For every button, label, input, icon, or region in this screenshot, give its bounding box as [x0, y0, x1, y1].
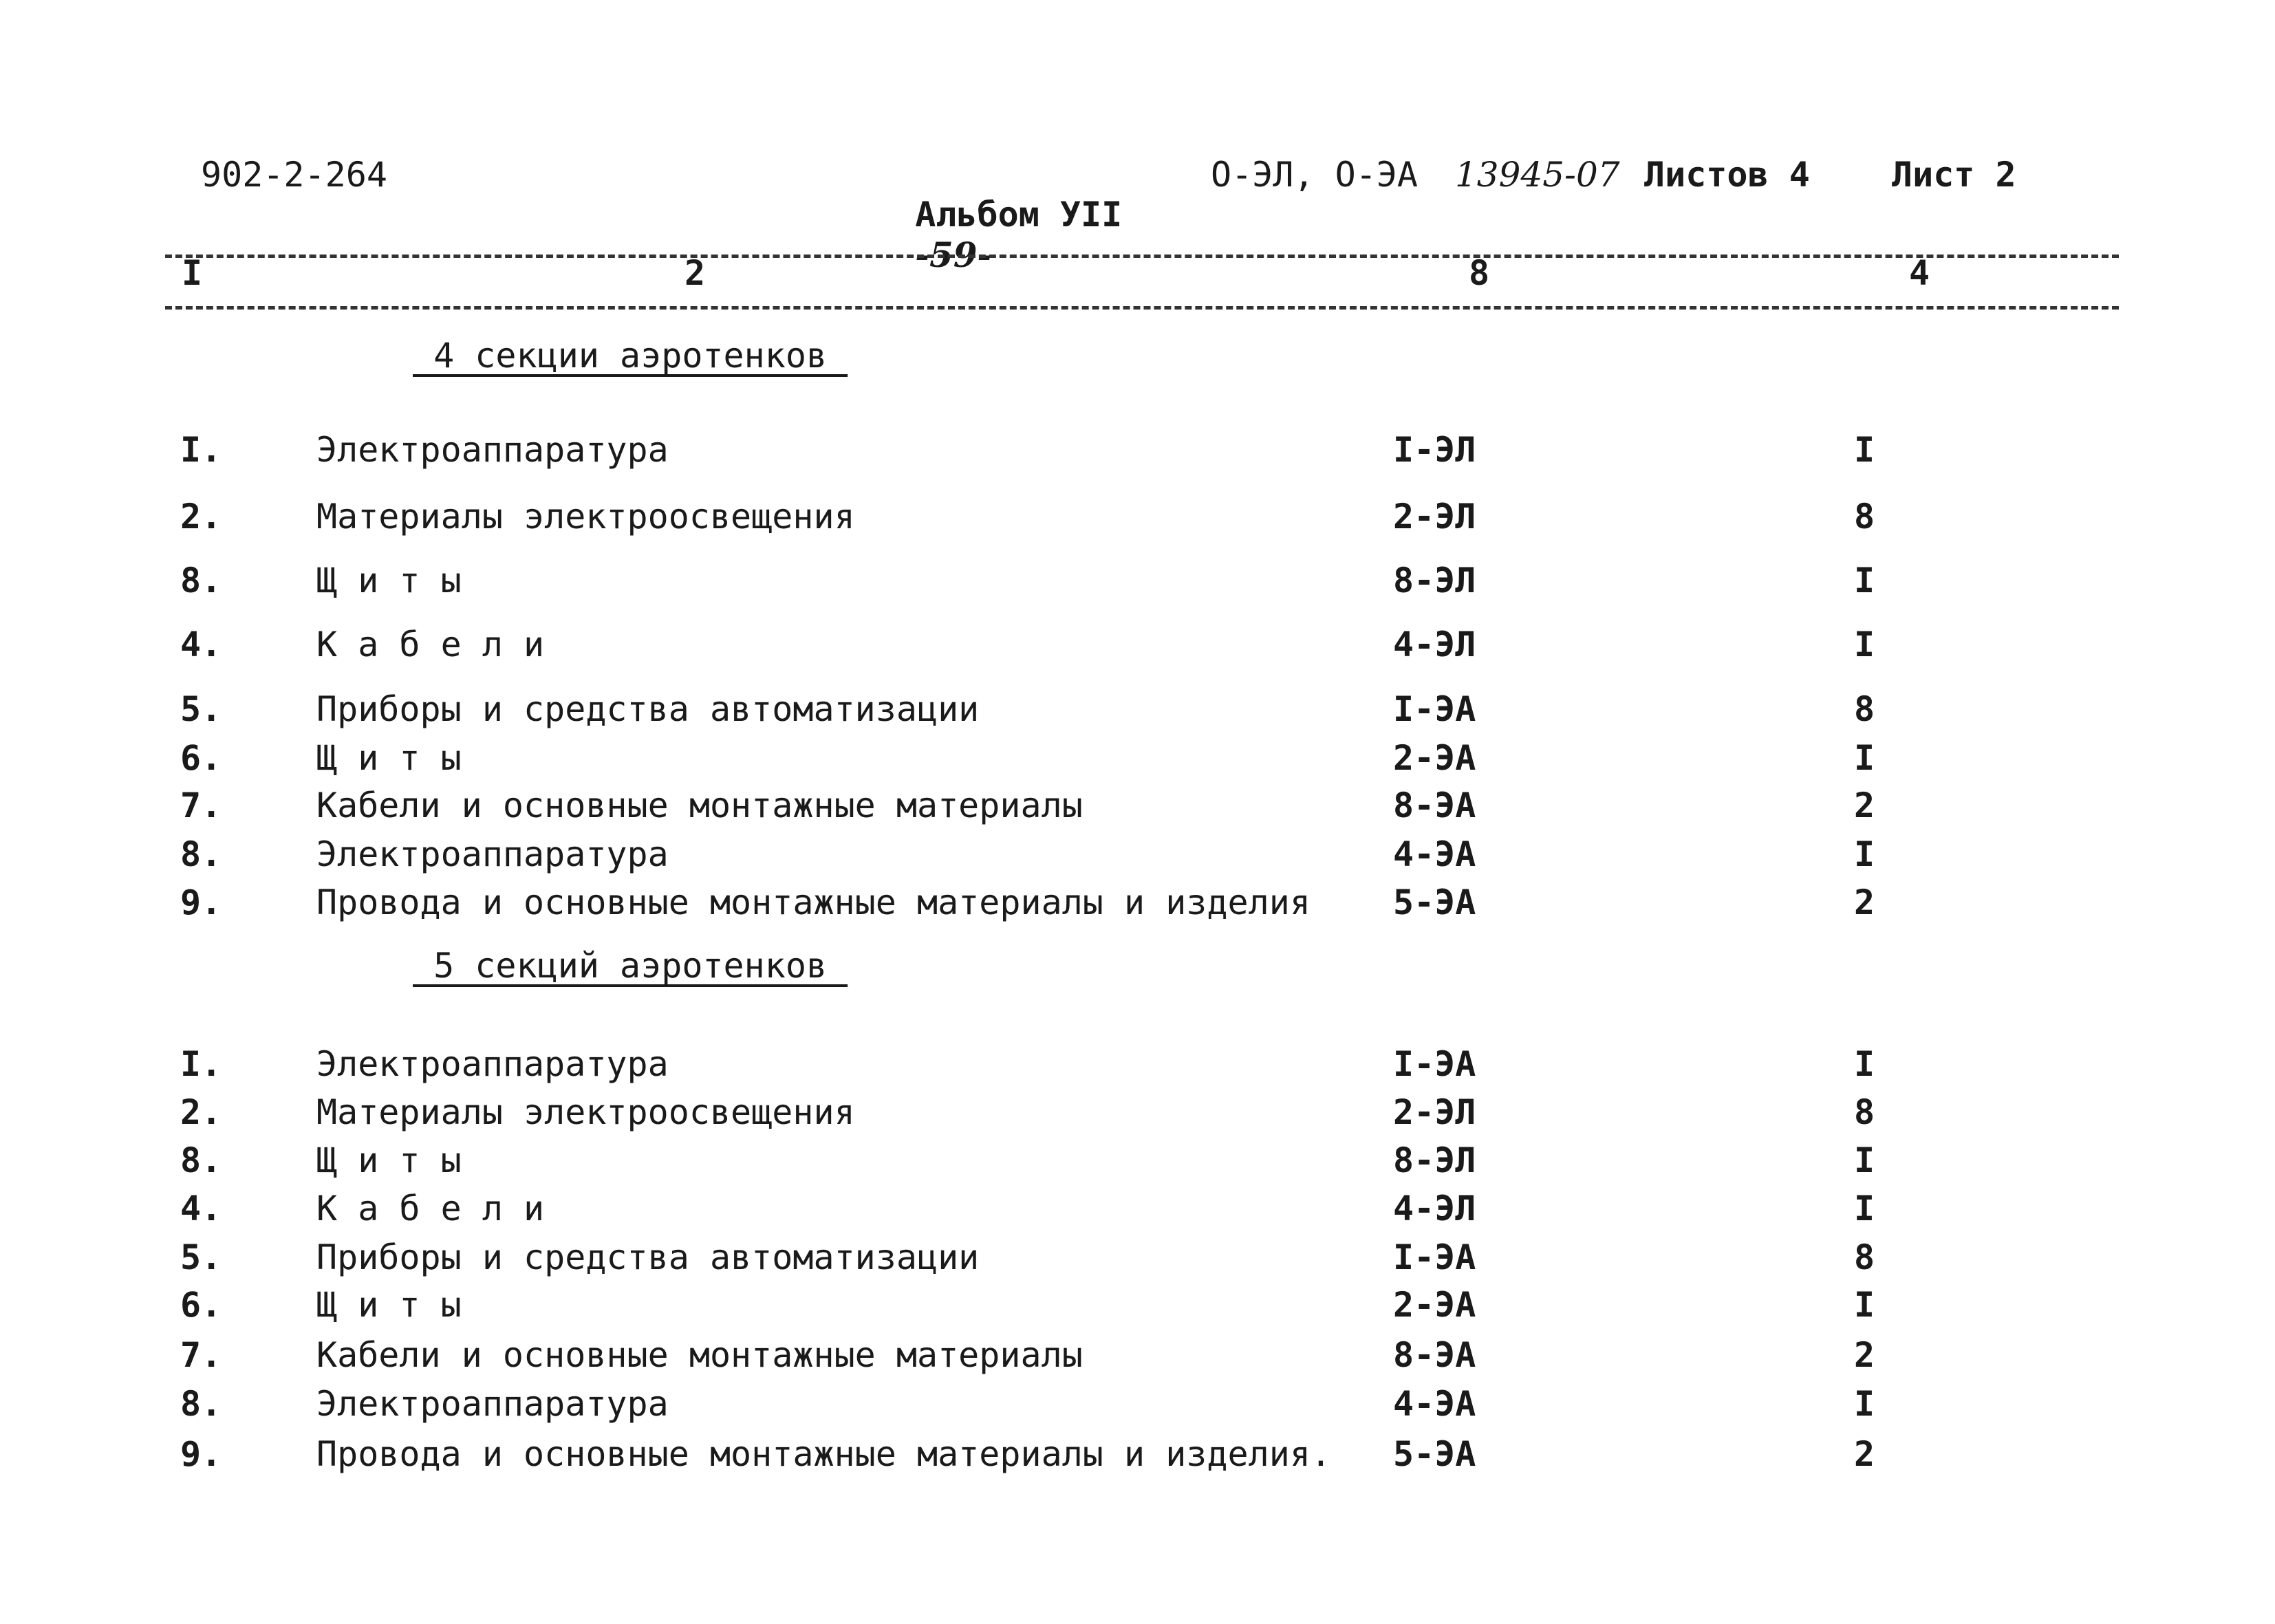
row-name: Электроаппаратура [316, 430, 669, 470]
row-name: Кабели и основные монтажные материалы [316, 1335, 1083, 1375]
row-number: I. [180, 1044, 222, 1084]
column-number-2: 2 [684, 253, 706, 293]
row-name: Приборы и средства автоматизации [316, 1237, 980, 1277]
row-number: 9. [180, 1434, 222, 1474]
table-row [0, 1140, 2275, 1189]
table-row [0, 1384, 2275, 1432]
album-codes: О-ЭЛ, О-ЭА [1211, 155, 1419, 195]
row-number: 8. [180, 834, 222, 874]
row-sheets: I [1854, 834, 1875, 874]
row-sheets: 2 [1854, 786, 1875, 825]
column-number-3: 8 [1469, 253, 1490, 293]
row-code: I-ЭЛ [1393, 430, 1476, 470]
row-sheets: I [1854, 1189, 1875, 1228]
sheet-number: Лист 2 [1892, 155, 2016, 195]
table-row [0, 689, 2275, 737]
table-row [0, 834, 2275, 883]
row-number: 8. [180, 1140, 222, 1180]
album-title: Альбом УII [915, 195, 1123, 235]
table-row [0, 430, 2275, 478]
table-row [0, 1335, 2275, 1383]
row-sheets: I [1854, 1285, 1875, 1325]
row-name: Материалы электроосвещения [316, 1092, 855, 1132]
table-row [0, 1044, 2275, 1092]
row-sheets: 2 [1854, 1434, 1875, 1474]
row-number: 4. [180, 625, 222, 664]
column-number-4: 4 [1909, 253, 1930, 293]
section-title-5-sections: 5 секций аэротенков [413, 946, 848, 986]
row-sheets: I [1854, 561, 1875, 600]
row-sheets: 8 [1854, 497, 1875, 537]
row-code: 4-ЭА [1393, 834, 1476, 874]
table-row [0, 561, 2275, 609]
row-name: Электроаппаратура [316, 1384, 669, 1424]
table-row [0, 1237, 2275, 1286]
row-name: Приборы и средства автоматизации [316, 689, 980, 729]
row-sheets: 8 [1854, 1092, 1875, 1132]
row-code: 8-ЭА [1393, 786, 1476, 825]
row-sheets: I [1854, 738, 1875, 778]
row-name: Провода и основные монтажные материалы и изделия. [316, 1434, 1332, 1474]
row-code: 2-ЭЛ [1393, 1092, 1476, 1132]
row-code: 4-ЭЛ [1393, 625, 1476, 664]
row-code: 4-ЭА [1393, 1384, 1476, 1424]
row-name: Щ и т ы [316, 1140, 462, 1180]
row-sheets: I [1854, 430, 1875, 470]
table-row [0, 738, 2275, 786]
row-sheets: 8 [1854, 1237, 1875, 1277]
table-row [0, 883, 2275, 931]
row-code: I-ЭА [1393, 689, 1476, 729]
table-row [0, 1285, 2275, 1333]
table-row [0, 1189, 2275, 1237]
album-number: -59- [915, 235, 992, 275]
row-sheets: I [1854, 1044, 1875, 1084]
table-header-top-rule [165, 255, 2119, 258]
table-header-bottom-rule [165, 306, 2119, 310]
row-code: 8-ЭА [1393, 1335, 1476, 1375]
row-number: 2. [180, 497, 222, 537]
table-row [0, 497, 2275, 545]
row-sheets: 2 [1854, 1335, 1875, 1375]
row-code: 8-ЭЛ [1393, 561, 1476, 600]
row-name: Щ и т ы [316, 561, 462, 600]
row-code: 2-ЭА [1393, 738, 1476, 778]
table-row [0, 1092, 2275, 1140]
row-number: 6. [180, 1285, 222, 1325]
row-number: 8. [180, 561, 222, 600]
row-code: 2-ЭА [1393, 1285, 1476, 1325]
row-code: 4-ЭЛ [1393, 1189, 1476, 1228]
row-sheets: I [1854, 625, 1875, 664]
row-sheets: I [1854, 1140, 1875, 1180]
sheets-total: Листов 4 [1644, 155, 1810, 195]
row-name: Материалы электроосвещения [316, 497, 855, 537]
row-sheets: I [1854, 1384, 1875, 1424]
row-number: 8. [180, 1384, 222, 1424]
album-inventory-number: 13945-07 [1455, 155, 1620, 195]
document-code: 902-2-264 [201, 155, 387, 195]
row-sheets: 8 [1854, 689, 1875, 729]
row-number: I. [180, 430, 222, 470]
row-number: 7. [180, 1335, 222, 1375]
row-code: 8-ЭЛ [1393, 1140, 1476, 1180]
row-name: Провода и основные монтажные материалы и изделия [316, 883, 1311, 922]
column-number-1: I [182, 253, 203, 293]
row-number: 5. [180, 689, 222, 729]
row-number: 6. [180, 738, 222, 778]
row-code: I-ЭА [1393, 1044, 1476, 1084]
row-name: Кабели и основные монтажные материалы [316, 786, 1083, 825]
table-row [0, 786, 2275, 834]
row-code: 2-ЭЛ [1393, 497, 1476, 537]
row-number: 9. [180, 883, 222, 922]
row-name: К а б е л и [316, 1189, 545, 1228]
row-number: 4. [180, 1189, 222, 1228]
table-row [0, 1434, 2275, 1482]
row-sheets: 2 [1854, 883, 1875, 922]
row-number: 5. [180, 1237, 222, 1277]
row-name: Щ и т ы [316, 738, 462, 778]
row-name: К а б е л и [316, 625, 545, 664]
row-code: 5-ЭА [1393, 1434, 1476, 1474]
row-name: Электроаппаратура [316, 834, 669, 874]
table-row [0, 625, 2275, 673]
row-code: 5-ЭА [1393, 883, 1476, 922]
row-code: I-ЭА [1393, 1237, 1476, 1277]
row-number: 2. [180, 1092, 222, 1132]
row-name: Электроаппаратура [316, 1044, 669, 1084]
row-name: Щ и т ы [316, 1285, 462, 1325]
section-title-4-sections: 4 секции аэротенков [413, 336, 848, 376]
row-number: 7. [180, 786, 222, 825]
